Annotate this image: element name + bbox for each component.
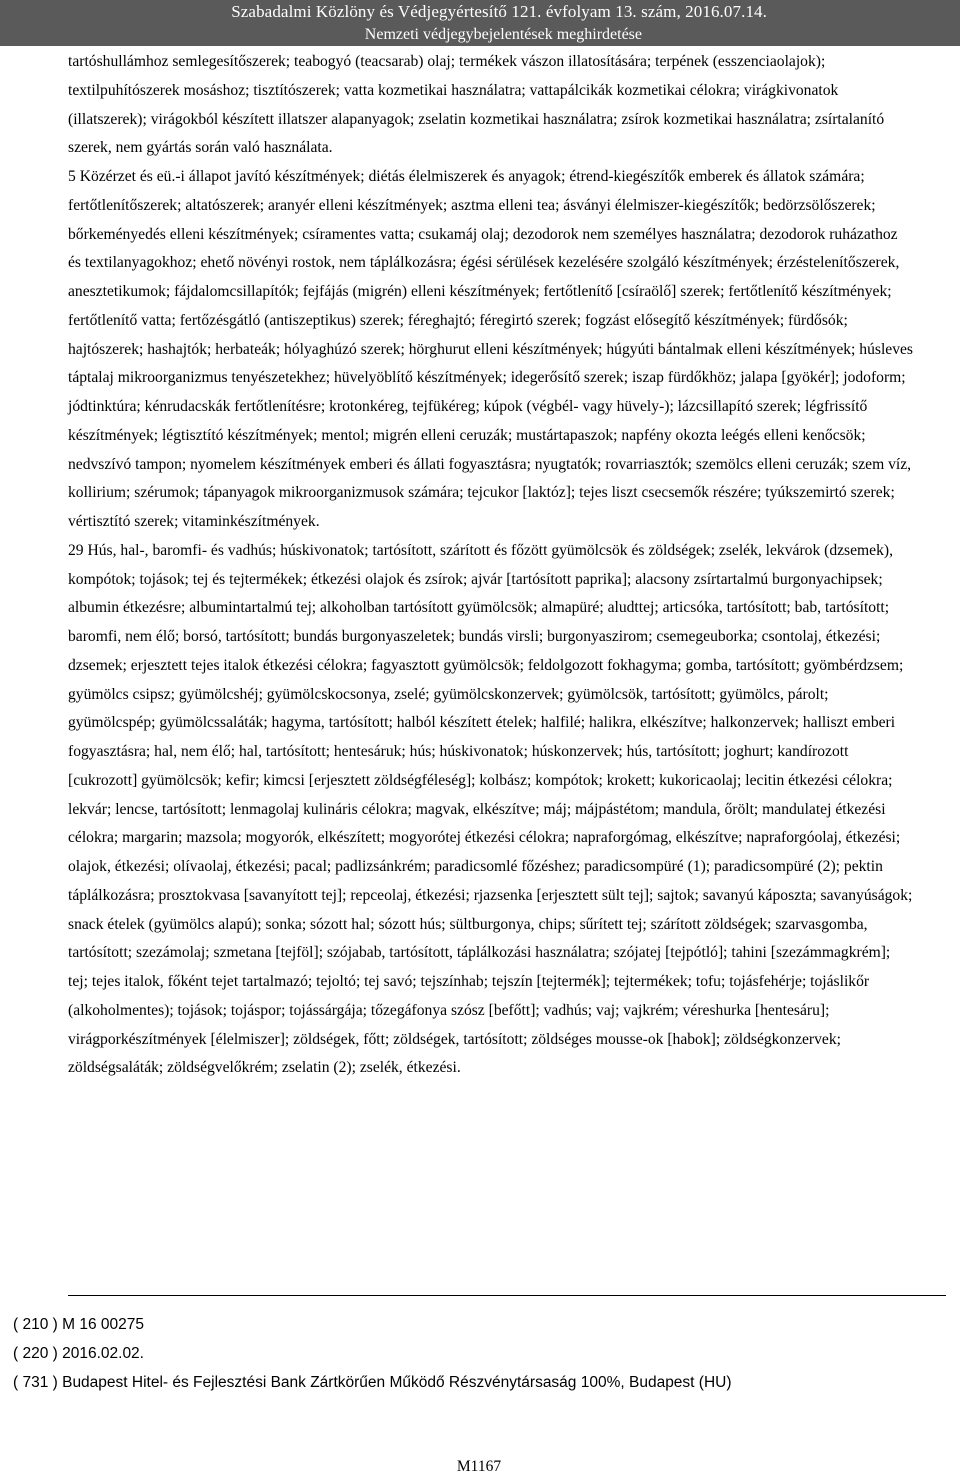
page-footer [0, 1458, 960, 1476]
filing-date: ( 220 ) 2016.02.02. [13, 1345, 144, 1362]
page-number: M1167 [456, 1458, 502, 1475]
class-3-continuation: tartóshullámhoz semlegesítőszerek; teabogyó (teacsarab) olaj; termékek vászon illatosítására; terpének (esszenciaolajok); textilpuhítószerek mosáshoz; tisztítószerek; vatta kozmetikai használatra; vattapálcikák kozmetikai célokra; virágkivonatok (illatszerek); virágokból készített illatszer alapanyagok; zselatin kozmetikai használatra; zsírok kozmetikai használatra; zsírtalanító szerek, nem gyártás során való használata. [68, 53, 885, 157]
journal-title: Szabadalmi Közlöny és Védjegyértesítő 121. évfolyam 13. szám, 2016.07.14. [231, 2, 767, 21]
applicant: ( 731 ) Budapest Hitel- és Fejlesztési Bank Zártkörűen Működő Részvénytársaság 100%, Budapest (HU) [13, 1374, 732, 1391]
goods-list-text [68, 48, 913, 1083]
divider-line [68, 1295, 946, 1296]
class-5-paragraph: 5 Közérzet és eü.-i állapot javító készítmények; diétás élelmiszerek és anyagok; étrend-kiegészítők emberek és állatok számára; fertőtlenítőszerek; altatószerek; aranyér elleni készítmények; asztma elleni tea; ásványi élelmiszer-kiegészítők; bedörzsölőszerek; bőrkeményedés elleni készítmények; csíramentes vatta; csukamáj olaj; dezodorok nem személyes használatra; dezodorok ruházathoz és textilanyagokhoz; ehető növényi rostok, nem táplálkozásra; égési sérülések kezelésére szolgáló készítmények; érzéstelenítőszerek, anesztetikumok; fájdalomcsillapítók; fejfájás (migrén) elleni készítmények; fertőtlenítő [csíraölő] szerek; fertőtlenítő készítmények; fertőtlenítő vatta; fertőzésgátló (antiszeptikus) szerek; féreghajtó; féregirtó szerek; fogzást elősegítő készítmények; fürdősók; hajtószerek; hashajtók; herbateák; hólyaghúzó szerek; hörghurut elleni készítmények; húgyúti bántalmak elleni készítmények; húsleves táptalaj mikroorganizmus tenyészetekhez; hüvelyöblítő készítmények; idegerősítő szerek; iszap fürdőkhöz; jalapa [gyökér]; jodoform; jódtinktúra; kénrudacskák fertőtlenítésre; krotonkéreg, tejfükéreg; kúpok (végbél- vagy hüvely-); lázcsillapító szerek; légfrissítő készítmények; légtisztító készítmények; mentol; migrén elleni ceruzák; mustártapaszok; napfény okozta leégés elleni kenőcsök; nedvszívó tampon; nyomelem készítmények emberi és állati fogyasztásra; nyugtatók; rovarriasztók; szemölcs elleni ceruzák; szem víz, kollirium; szérumok; tápanyagok mikroorganizmusok számára; tejcukor [laktóz]; tejes liszt csecsemők részére; tyúkszemirtó szerek; vértisztító szerek; vitaminkészítmények. [68, 168, 913, 530]
application-number: ( 210 ) M 16 00275 [13, 1316, 144, 1333]
page-header [0, 0, 960, 46]
section-title: Nemzeti védjegybejelentések meghirdetése [364, 26, 642, 43]
class-29-paragraph: 29 Hús, hal-, baromfi- és vadhús; húskivonatok; tartósított, szárított és főzött gyümölcsök és zöldségek; zselék, lekvárok (dzsemek), kompótok; tojások; tej és tejtermékek; étkezési olajok és zsírok; ajvár [tartósított paprika]; alacsony zsírtartalmú burgonyachipsek; albumin étkezésre; albumintartalmú tej; alkoholban tartósított gyümölcsök; almapüré; aludttej; articsóka, tartósított; bab, tartósított; baromfi, nem élő; borsó, tartósított; bundás burgonyaszeletek; bundás virsli; burgonyaszirom; csemegeuborka; csontolaj, étkezési; dzsemek; erjesztett tejes italok étkezési célokra; fagyasztott gyümölcsök; feldolgozott fokhagyma; gomba, tartósított; gyömbérdzsem; gyümölcs csipsz; gyümölcshéj; gyümölcskocsonya, zselé; gyümölcskonzervek; gyümölcsök, tartósított; gyümölcs, párolt; gyümölcspép; gyümölcssaláták; hagyma, tartósított; halból készített ételek; halfilé; halikra, elkészítve; halkonzervek; halliszt emberi fogyasztásra; hal, nem élő; hal, tartósított; hentesáruk; hús; húskivonatok; húskonzervek; hús, tartósított; joghurt; kandírozott [cukrozott] gyümölcsök; kefir; kimcsi [erjesztett zöldségféleség]; kolbász; kompótok; krokett; kukoricaolaj; lecitin étkezési célokra; lekvár; lencse, tartósított; lenmagolaj kulináris célokra; magvak, elkészítve; máj; májpástétom; mandula, őrölt; mandulatej étkezési célokra; margarin; mazsola; mogyorók, elkészített; mogyorótej étkezési célokra; napraforgómag, elkészítve; napraforgóolaj, étkezési; olajok, étkezési; olívaolaj, étkezési; pacal; padlizsánkrém; paradicsomlé főzéshez; paradicsompüré (1); paradicsompüré (2); pektin táplálkozásra; prosztokvasa [savanyított tej]; repceolaj, étkezési; rjazsenka [erjesztett sült tej]; sajtok; savanyú káposzta; savanyúságok; snack ételek (gyümölcs alapú); sonka; sózott hal; sózott hús; sültburgonya, chips; sűrített tej; szárított zöldségek; szarvasgomba, tartósított; szezámolaj; szmetana [tejföl]; szójabab, tartósított, táplálkozási használatra; szójatej [tejpótló]; tahini [szezámmagkrém]; tej; tejes italok, főként tejet tartalmazó; tejoltó; tej savó; tejszínhab; tejszín [tejtermék]; tejtermékek; tofu; tojásfehérje; tojáslikőr (alkoholmentes); tojások; tojáspor; tojássárgája; tőzegáfonya szósz [befőtt]; vadhús; vaj; vajkrém; véreshurka [hentesáru]; virágporkészítmények [élelmiszer]; zöldségek, főtt; zöldségek, tartósított; zöldséges mousse-ok [habok]; zöldségkonzervek; zöldségsaláták; zöldségvelőkrém; zselatin (2); zselék, étkezési. [68, 541, 913, 1077]
application-metadata [13, 1310, 732, 1397]
